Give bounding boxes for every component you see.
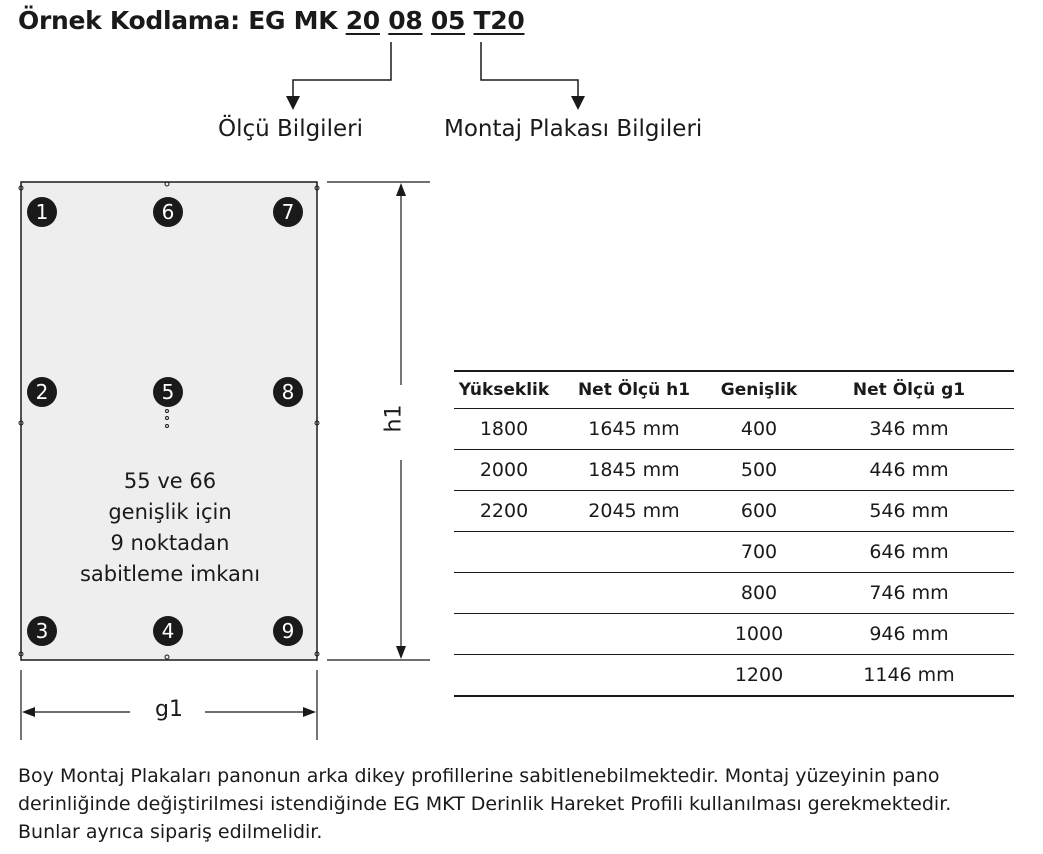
cell-yukseklik — [454, 614, 554, 655]
cell-yukseklik — [454, 573, 554, 614]
fixing-point-6: 6 — [153, 197, 183, 227]
cell-genislik: 400 — [714, 409, 804, 450]
table-header-row — [454, 371, 1014, 409]
cell-yukseklik: 2000 — [454, 450, 554, 491]
footer-note — [18, 762, 1028, 846]
cell-genislik: 800 — [714, 573, 804, 614]
table-row — [454, 450, 1014, 491]
h1-arrow-bottom-icon — [396, 646, 406, 659]
plate-note-line: sabitleme imkanı — [79, 562, 261, 586]
code-pointer-montaj — [481, 42, 578, 98]
cell-net-g1: 546 mm — [804, 491, 1014, 532]
cell-yukseklik: 2200 — [454, 491, 554, 532]
arrow-montaj-icon — [571, 96, 585, 110]
cell-yukseklik: 1800 — [454, 409, 554, 450]
cell-genislik: 500 — [714, 450, 804, 491]
cell-yukseklik — [454, 532, 554, 573]
table-row — [454, 655, 1014, 697]
cell-net-h1: 2045 mm — [554, 491, 714, 532]
fixing-point-3: 3 — [27, 616, 57, 646]
footer-line: Bunlar ayrıca sipariş edilmelidir. — [18, 821, 323, 843]
cell-net-h1 — [554, 614, 714, 655]
header-genislik: Genişlik — [714, 371, 804, 409]
cell-net-g1: 1146 mm — [804, 655, 1014, 697]
table-row — [454, 491, 1014, 532]
table-row — [454, 409, 1014, 450]
code-segment-width: 08 — [388, 6, 423, 35]
cell-genislik: 600 — [714, 491, 804, 532]
dimension-table — [454, 370, 1014, 697]
table-row — [454, 614, 1014, 655]
plate-note — [60, 466, 280, 590]
header-net-g1: Net Ölçü g1 — [804, 371, 1014, 409]
table-row — [454, 573, 1014, 614]
code-pointer-olcu — [293, 42, 391, 98]
g1-arrow-left-icon — [22, 707, 35, 717]
fixing-point-9: 9 — [273, 616, 303, 646]
plate-note-line: 9 noktadan — [110, 531, 230, 555]
plate-note-line: 55 ve 66 — [123, 469, 217, 493]
header-yukseklik: Yükseklik — [454, 371, 554, 409]
title-prefix: Örnek Kodlama: EG MK — [18, 6, 346, 35]
cell-net-g1: 946 mm — [804, 614, 1014, 655]
g1-label: g1 — [155, 697, 183, 722]
code-segment-depth: 05 — [430, 6, 466, 35]
cell-net-h1 — [554, 655, 714, 697]
g1-arrow-right-icon — [303, 707, 316, 717]
cell-net-h1 — [554, 573, 714, 614]
montaj-label: Montaj Plakası Bilgileri — [444, 116, 703, 142]
code-segment-plate: T20 — [473, 6, 525, 35]
fixing-point-1: 1 — [27, 197, 57, 227]
arrow-olcu-icon — [286, 96, 300, 110]
cell-genislik: 1000 — [714, 614, 804, 655]
cell-net-h1: 1645 mm — [554, 409, 714, 450]
cell-yukseklik — [454, 655, 554, 697]
olcu-label: Ölçü Bilgileri — [218, 116, 363, 142]
fixing-point-8: 8 — [273, 377, 303, 407]
footer-line: derinliğinde değiştirilmesi istendiğinde EG MKT Derinlik Hareket Profili kullanılması gerekmektedir. — [18, 793, 952, 815]
cell-net-h1: 1845 mm — [554, 450, 714, 491]
h1-arrow-top-icon — [396, 183, 406, 196]
h1-dimension — [327, 182, 430, 660]
fixing-point-4: 4 — [153, 616, 183, 646]
cell-net-g1: 646 mm — [804, 532, 1014, 573]
fixing-point-7: 7 — [273, 197, 303, 227]
h1-label: h1 — [381, 404, 407, 433]
fixing-point-2: 2 — [27, 377, 57, 407]
code-segment-height: 20 — [345, 6, 380, 35]
cell-net-g1: 746 mm — [804, 573, 1014, 614]
footer-line: Boy Montaj Plakaları panonun arka dikey profillerine sabitlenebilmektedir. Montaj yüzeyinin pano — [18, 765, 940, 787]
header-net-h1: Net Ölçü h1 — [554, 371, 714, 409]
cell-net-g1: 446 mm — [804, 450, 1014, 491]
fixing-point-5: 5 — [153, 377, 183, 407]
plate-note-line: genişlik için — [108, 500, 232, 524]
table-row — [454, 532, 1014, 573]
cell-genislik: 1200 — [714, 655, 804, 697]
cell-genislik: 700 — [714, 532, 804, 573]
cell-net-g1: 346 mm — [804, 409, 1014, 450]
cell-net-h1 — [554, 532, 714, 573]
